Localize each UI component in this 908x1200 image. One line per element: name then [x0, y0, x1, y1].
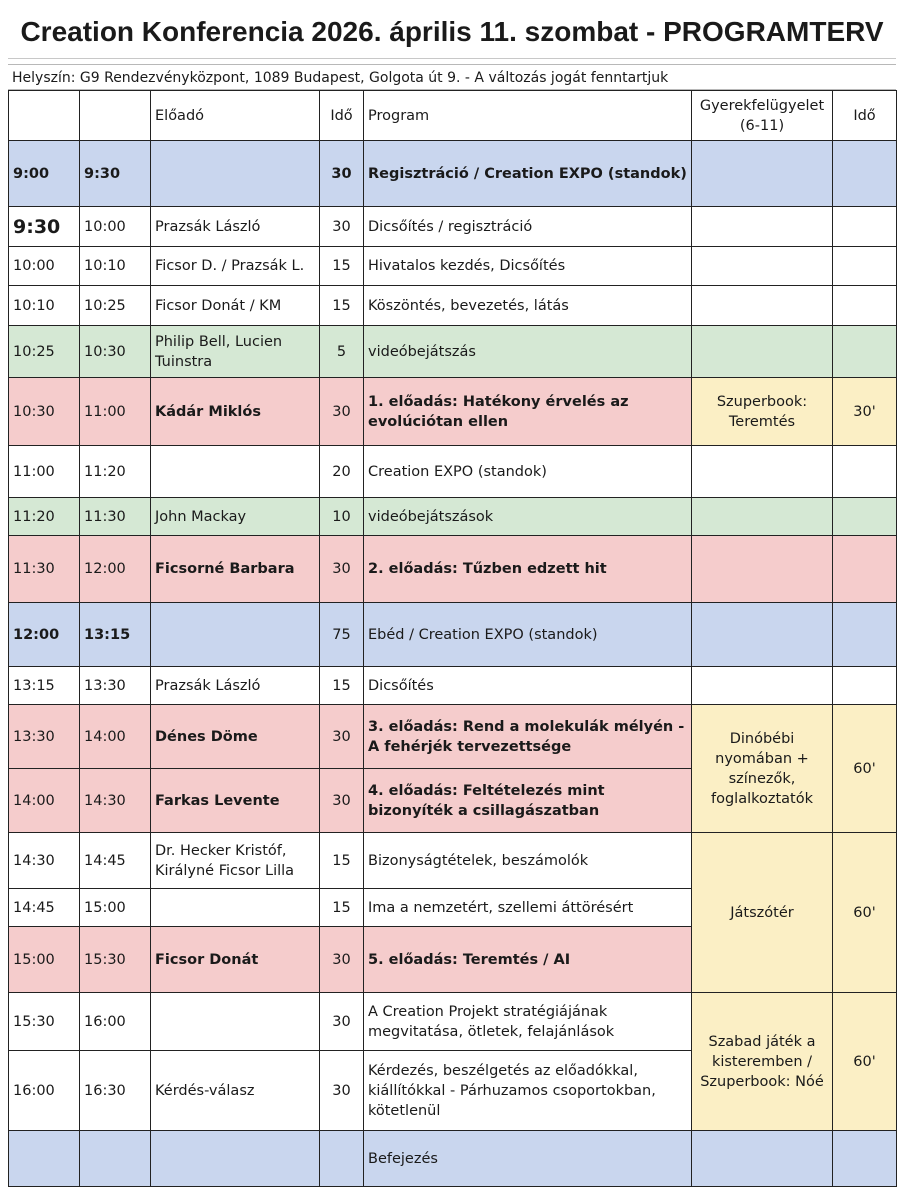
duration: 30	[320, 1051, 364, 1131]
table-row	[9, 446, 897, 498]
program-item: Dicsőítés	[364, 667, 692, 705]
start-time: 10:30	[9, 378, 80, 446]
program-item: 2. előadás: Tűzben edzett hit	[364, 536, 692, 603]
duration: 15	[320, 889, 364, 927]
duration: 30	[320, 769, 364, 833]
childcare-cell	[692, 247, 833, 286]
start-time: 15:30	[9, 993, 80, 1051]
end-time: 11:30	[80, 498, 151, 536]
childcare-cell	[692, 498, 833, 536]
duration: 30	[320, 536, 364, 603]
duration: 30	[320, 927, 364, 993]
childcare-cell	[692, 1131, 833, 1187]
childcare-time-cell	[833, 446, 897, 498]
speaker: Philip Bell, Lucien Tuinstra	[151, 326, 320, 378]
program-item: Dicsőítés / regisztráció	[364, 207, 692, 247]
program-item: Kérdezés, beszélgetés az előadókkal, kiállítókkal - Párhuzamos csoportokban, kötetlenül	[364, 1051, 692, 1131]
start-time: 10:25	[9, 326, 80, 378]
duration: 30	[320, 705, 364, 769]
end-time: 10:00	[80, 207, 151, 247]
speaker: Prazsák László	[151, 667, 320, 705]
program-item: Creation EXPO (standok)	[364, 446, 692, 498]
table-row	[9, 141, 897, 207]
childcare-cell	[692, 326, 833, 378]
duration: 10	[320, 498, 364, 536]
duration: 15	[320, 247, 364, 286]
childcare-time-cell	[833, 247, 897, 286]
program-item: Köszöntés, bevezetés, látás	[364, 286, 692, 326]
duration: 75	[320, 603, 364, 667]
end-time: 9:30	[80, 141, 151, 207]
childcare-time-cell	[833, 141, 897, 207]
end-time: 13:30	[80, 667, 151, 705]
speaker	[151, 889, 320, 927]
speaker: Ficsorné Barbara	[151, 536, 320, 603]
table-row	[9, 498, 897, 536]
program-table	[8, 90, 897, 1187]
duration: 20	[320, 446, 364, 498]
duration: 30	[320, 207, 364, 247]
start-time: 13:30	[9, 705, 80, 769]
table-row	[9, 536, 897, 603]
table-row	[9, 247, 897, 286]
end-time: 11:20	[80, 446, 151, 498]
header-duration: Idő	[320, 91, 364, 141]
childcare-time: 60'	[833, 993, 897, 1131]
start-time: 14:30	[9, 833, 80, 889]
program-item: videóbejátszás	[364, 326, 692, 378]
speaker	[151, 446, 320, 498]
speaker	[151, 603, 320, 667]
speaker: Ficsor Donát	[151, 927, 320, 993]
table-row	[9, 667, 897, 705]
childcare-cell	[692, 667, 833, 705]
childcare-activity: Dinóbébi nyomában + színezők, foglalkoztatók	[692, 705, 833, 833]
program-item: Ebéd / Creation EXPO (standok)	[364, 603, 692, 667]
page-title: Creation Konferencia 2026. április 11. szombat - PROGRAMTERV	[20, 16, 884, 47]
start-time	[9, 1131, 80, 1187]
end-time: 15:30	[80, 927, 151, 993]
header-childcare: Gyerekfelügyelet (6-11)	[692, 91, 833, 141]
speaker: Prazsák László	[151, 207, 320, 247]
speaker: Kérdés-válasz	[151, 1051, 320, 1131]
childcare-time-cell	[833, 498, 897, 536]
program-item: 5. előadás: Teremtés / AI	[364, 927, 692, 993]
end-time: 10:10	[80, 247, 151, 286]
end-time: 16:00	[80, 993, 151, 1051]
table-row	[9, 705, 897, 769]
duration: 15	[320, 286, 364, 326]
childcare-activity: Játszótér	[692, 833, 833, 993]
childcare-cell	[692, 603, 833, 667]
program-item: Befejezés	[364, 1131, 692, 1187]
start-time: 9:30	[9, 207, 80, 247]
speaker: Kádár Miklós	[151, 378, 320, 446]
speaker	[151, 1131, 320, 1187]
speaker: Dr. Hecker Kristóf, Királyné Ficsor Lilla	[151, 833, 320, 889]
start-time: 13:15	[9, 667, 80, 705]
program-item: 3. előadás: Rend a molekulák mélyén - A fehérjék tervezettsége	[364, 705, 692, 769]
childcare-time: 30'	[833, 378, 897, 446]
table-row	[9, 603, 897, 667]
header-row	[9, 91, 897, 141]
start-time: 9:00	[9, 141, 80, 207]
childcare-cell	[692, 286, 833, 326]
childcare-time-cell	[833, 286, 897, 326]
table-row	[9, 993, 897, 1051]
program-item: Ima a nemzetért, szellemi áttörésért	[364, 889, 692, 927]
duration: 30	[320, 141, 364, 207]
childcare-time-cell	[833, 536, 897, 603]
program-item: Regisztráció / Creation EXPO (standok)	[364, 141, 692, 207]
childcare-cell	[692, 536, 833, 603]
table-row	[9, 378, 897, 446]
header-program: Program	[364, 91, 692, 141]
end-time: 14:30	[80, 769, 151, 833]
childcare-cell	[692, 446, 833, 498]
speaker: Ficsor Donát / KM	[151, 286, 320, 326]
duration: 15	[320, 667, 364, 705]
table-row	[9, 286, 897, 326]
header-speaker: Előadó	[151, 91, 320, 141]
childcare-time-cell	[833, 603, 897, 667]
speaker	[151, 993, 320, 1051]
end-time: 13:15	[80, 603, 151, 667]
speaker	[151, 141, 320, 207]
childcare-cell	[692, 141, 833, 207]
duration: 30	[320, 993, 364, 1051]
program-item: videóbejátszások	[364, 498, 692, 536]
start-time: 15:00	[9, 927, 80, 993]
end-time: 12:00	[80, 536, 151, 603]
program-item: 4. előadás: Feltételezés mint bizonyíték a csillagászatban	[364, 769, 692, 833]
table-row	[9, 1131, 897, 1187]
program-item: Hivatalos kezdés, Dicsőítés	[364, 247, 692, 286]
childcare-time-cell	[833, 207, 897, 247]
start-time: 10:10	[9, 286, 80, 326]
header-end	[80, 91, 151, 141]
program-item: Bizonyságtételek, beszámolók	[364, 833, 692, 889]
childcare-time-cell	[833, 667, 897, 705]
start-time: 11:30	[9, 536, 80, 603]
duration: 30	[320, 378, 364, 446]
start-time: 10:00	[9, 247, 80, 286]
end-time	[80, 1131, 151, 1187]
sheet-divider	[8, 58, 896, 59]
duration: 5	[320, 326, 364, 378]
speaker: John Mackay	[151, 498, 320, 536]
childcare-cell	[692, 207, 833, 247]
table-row	[9, 833, 897, 889]
childcare-activity: Szuperbook: Teremtés	[692, 378, 833, 446]
header-childcare-time: Idő	[833, 91, 897, 141]
childcare-time-cell	[833, 1131, 897, 1187]
childcare-time: 60'	[833, 705, 897, 833]
start-time: 11:00	[9, 446, 80, 498]
end-time: 10:25	[80, 286, 151, 326]
childcare-time-cell	[833, 326, 897, 378]
table-row	[9, 326, 897, 378]
program-item: A Creation Projekt stratégiájának megvitatása, ötletek, felajánlások	[364, 993, 692, 1051]
speaker: Ficsor D. / Prazsák L.	[151, 247, 320, 286]
end-time: 11:00	[80, 378, 151, 446]
end-time: 14:45	[80, 833, 151, 889]
program-item: 1. előadás: Hatékony érvelés az evolúciótan ellen	[364, 378, 692, 446]
start-time: 14:45	[9, 889, 80, 927]
start-time: 14:00	[9, 769, 80, 833]
end-time: 15:00	[80, 889, 151, 927]
start-time: 12:00	[9, 603, 80, 667]
header-start	[9, 91, 80, 141]
end-time: 14:00	[80, 705, 151, 769]
childcare-activity: Szabad játék a kisteremben / Szuperbook: Nóé	[692, 993, 833, 1131]
childcare-time: 60'	[833, 833, 897, 993]
duration	[320, 1131, 364, 1187]
location-line: Helyszín: G9 Rendezvényközpont, 1089 Budapest, Golgota út 9. - A változás jogát fenntartjuk	[8, 64, 896, 90]
duration: 15	[320, 833, 364, 889]
speaker: Dénes Döme	[151, 705, 320, 769]
start-time: 16:00	[9, 1051, 80, 1131]
speaker: Farkas Levente	[151, 769, 320, 833]
start-time: 11:20	[9, 498, 80, 536]
table-row	[9, 207, 897, 247]
end-time: 10:30	[80, 326, 151, 378]
end-time: 16:30	[80, 1051, 151, 1131]
